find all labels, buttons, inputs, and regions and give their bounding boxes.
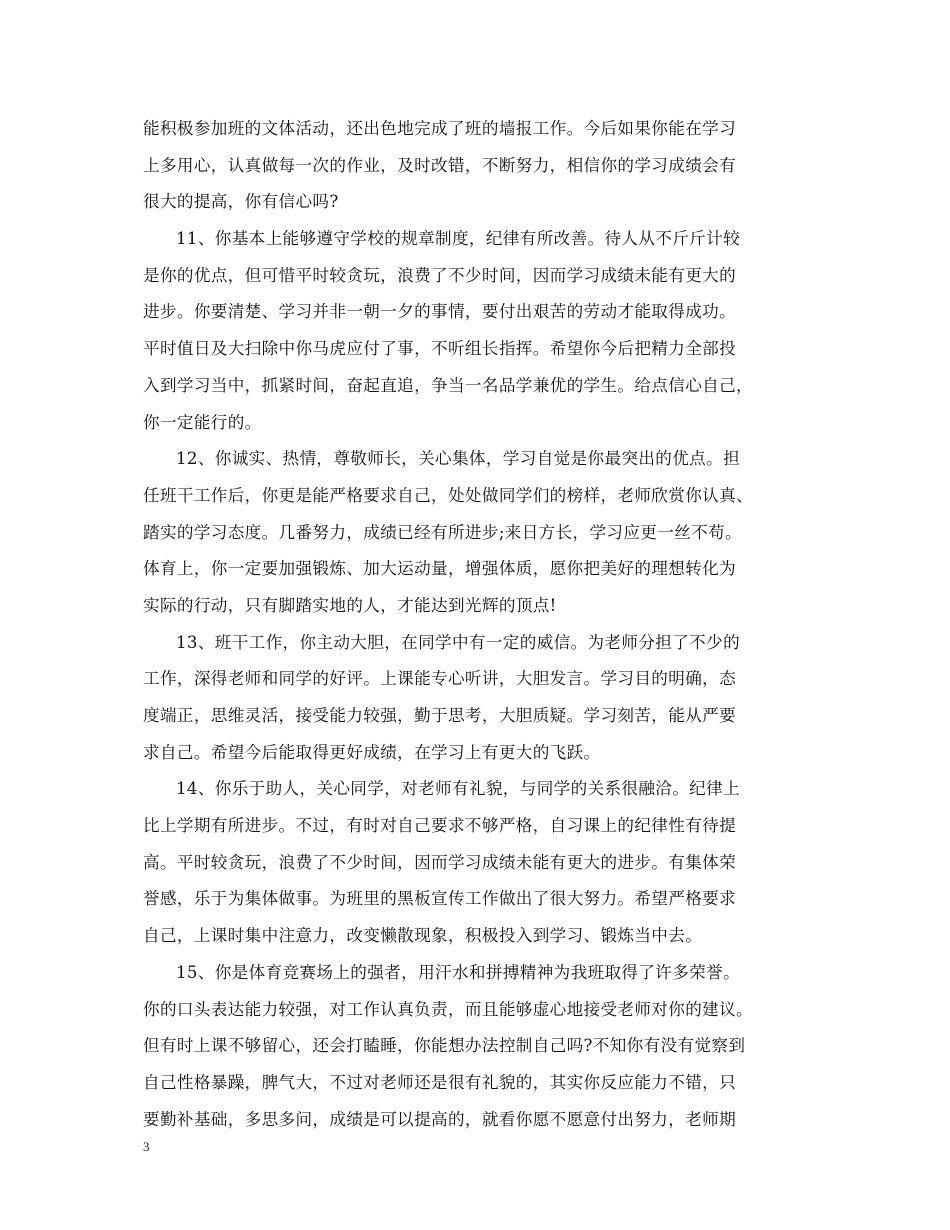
page-number: 3 [143, 1139, 150, 1154]
text-line: 高。平时较贪玩，浪费了不少时间，因而学习成绩未能有更大的进步。有集体荣 [143, 852, 737, 872]
text-line: 进步。你要清楚、学习并非一朝一夕的事情，要付出艰苦的劳动才能取得成功。 [143, 302, 737, 322]
text-line: 比上学期有所进步。不过，有时对自己要求不够严格，自习课上的纪律性有待提 [143, 816, 737, 836]
text-line: 平时值日及大扫除中你马虎应付了事，不听组长指挥。希望你今后把精力全部投 [143, 339, 737, 359]
text-line: 工作，深得老师和同学的好评。上课能专心听讲，大胆发言。学习目的明确，态 [143, 669, 737, 689]
paragraph-first-line: 12、你诚实、热情，尊敬师长，关心集体，学习自觉是你最突出的优点。担 [176, 449, 741, 469]
text-line: 誉感，乐于为集体做事。为班里的黑板宣传工作做出了很大努力。希望严格要求 [143, 889, 737, 909]
paragraph-first-line: 11、你基本上能够遵守学校的规章制度，纪律有所改善。待人从不斤斤计较 [176, 229, 741, 249]
text-line: 是你的优点，但可惜平时较贪玩，浪费了不少时间，因而学习成绩未能有更大的 [143, 265, 737, 285]
text-line: 能积极参加班的文体活动，还出色地完成了班的墙报工作。今后如果你能在学习 [143, 119, 737, 138]
text-line: 踏实的学习态度。几番努力，成绩已经有所进步;来日方长，学习应更一丝不苟。 [143, 522, 742, 542]
text-line: 要勤补基础，多思多问，成绩是可以提高的，就看你愿不愿意付出努力，老师期 [143, 1109, 737, 1129]
document-body [143, 111, 813, 1138]
text-line: 任班干工作后，你更是能严格要求自己，处处做同学们的榜样，老师欣赏你认真、 [143, 485, 753, 505]
text-line: 体育上，你一定要加强锻炼、加大运动量，增强体质，愿你把美好的理想转化为 [143, 559, 737, 579]
text-line: 求自己。希望今后能取得更好成绩，在学习上有更大的飞跃。 [143, 742, 601, 762]
text-line: 度端正，思维灵活，接受能力较强，勤于思考，大胆质疑。学习刻苦，能从严要 [143, 706, 737, 725]
text-line: 上多用心，认真做每一次的作业，及时改错，不断努力，相信你的学习成绩会有 [143, 155, 737, 175]
text-line: 自己，上课时集中注意力，改变懒散现象，积极投入到学习、锻炼当中去。 [143, 926, 703, 946]
paragraph-first-line: 15、你是体育竞赛场上的强者，用汗水和拼搏精神为我班取得了许多荣誉。 [176, 962, 741, 982]
text-line: 自己性格暴躁，脾气大，不过对老师还是很有礼貌的，其实你反应能力不错，只 [143, 1072, 737, 1092]
text-line: 你一定能行的。 [143, 412, 262, 432]
text-line: 入到学习当中，抓紧时间，奋起直追，争当一名品学兼优的学生。给点信心自己， [143, 375, 753, 395]
paragraph-first-line: 14、你乐于助人，关心同学，对老师有礼貌，与同学的关系很融洽。纪律上 [176, 779, 741, 799]
text-line: 实际的行动，只有脚踏实地的人，才能达到光辉的顶点! [143, 595, 557, 615]
text-line: 很大的提高，你有信心吗? [143, 192, 339, 212]
paragraph-first-line: 13、班干工作，你主动大胆，在同学中有一定的威信。为老师分担了不少的 [176, 632, 741, 652]
text-line: 但有时上课不够留心，还会打瞌睡，你能想办法控制自己吗?不知你有没有觉察到 [143, 1036, 746, 1056]
text-line: 你的口头表达能力较强，对工作认真负责，而且能够虚心地接受老师对你的建议。 [143, 999, 753, 1019]
